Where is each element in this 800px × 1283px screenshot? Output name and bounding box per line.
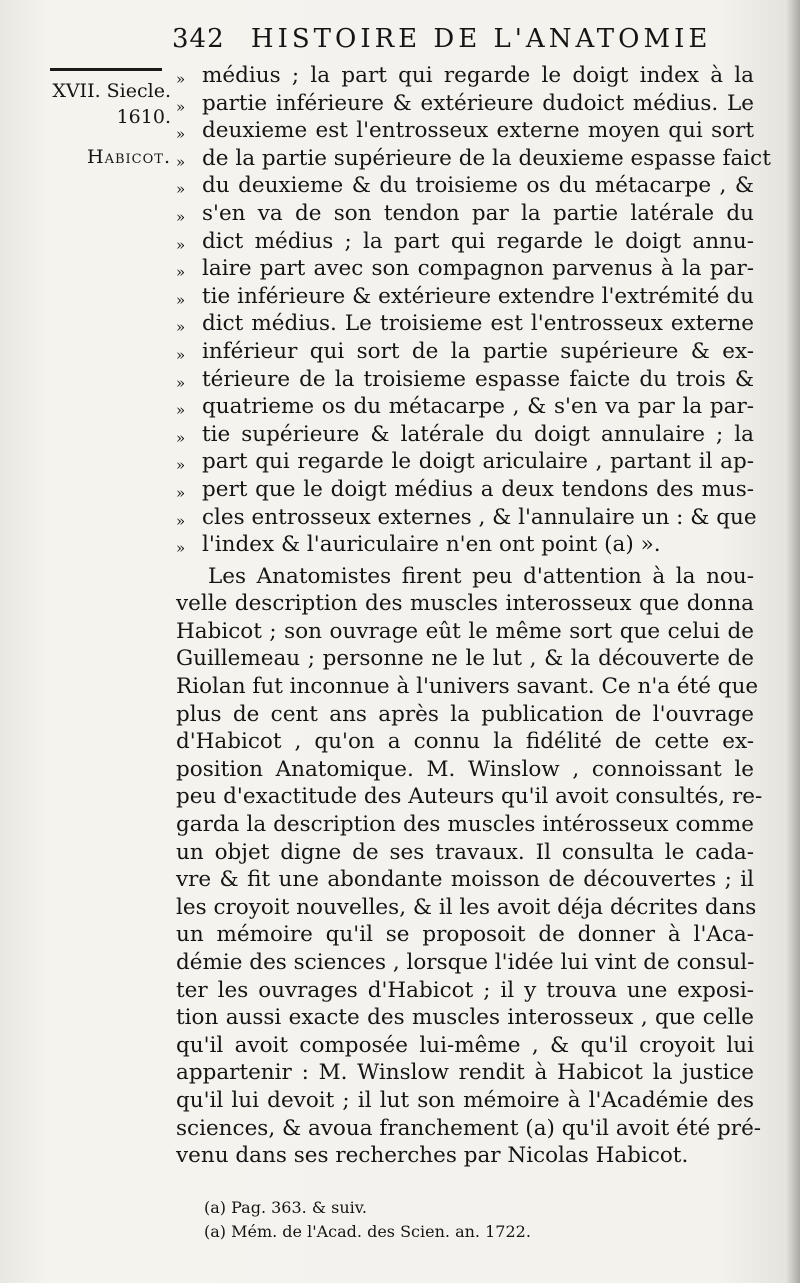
quoted-line-text: dict médius. Le troisieme est l'entrosseux externe: [202, 311, 754, 337]
margin-century: XVII. Siecle.: [52, 80, 171, 102]
quote-mark: »: [176, 483, 186, 502]
quote-mark: »: [176, 152, 186, 171]
quote-mark: »: [176, 345, 186, 364]
quote-mark: »: [176, 318, 186, 337]
page-number: 342: [172, 24, 225, 54]
paragraph-line: plus de cent ans après la publication de l'ouvrage: [176, 701, 754, 727]
quoted-line-text: tie supérieure & latérale du doigt annulaire ; la: [202, 421, 754, 447]
paragraph-line: Les Anatomistes firent peu d'attention à la nou-: [208, 563, 754, 589]
paragraph-line: venu dans ses recherches par Nicolas Habicot.: [176, 1143, 689, 1169]
paragraph-line: Guillemeau ; personne ne le lut , & la découverte de: [176, 646, 754, 672]
paragraph-line: un mémoire qu'il se proposoit de donner à l'Aca-: [176, 922, 754, 948]
quoted-line-text: pert que le doigt médius a deux tendons des mus-: [202, 476, 754, 502]
quoted-line: [176, 448, 754, 476]
quoted-line: [176, 172, 754, 200]
quote-mark: »: [176, 180, 186, 199]
paragraph-line: appartenir : M. Winslow rendit à Habicot la justice: [176, 1060, 754, 1086]
quote-mark: »: [176, 511, 186, 530]
quoted-line-text: laire part avec son compagnon parvenus à la par-: [202, 256, 754, 282]
quote-mark: »: [176, 428, 186, 447]
paragraph-line: sciences, & avoua franchement (a) qu'il avoit été pré-: [176, 1115, 762, 1141]
paragraph-line: qu'il avoit composée lui-même , & qu'il croyoit lui: [176, 1032, 754, 1058]
quoted-line: [176, 255, 754, 283]
paragraph-line: les croyoit nouvelles, & il les avoit déja décrites dans: [176, 894, 757, 920]
margin-rule: [50, 68, 162, 71]
footnote: (a) Pag. 363. & suiv.: [204, 1198, 368, 1217]
quote-mark: »: [176, 70, 186, 88]
paragraph-line: tion aussi exacte des muscles interosseux , que celle: [176, 1005, 754, 1031]
main-paragraph: [176, 563, 763, 1170]
quoted-line: [176, 62, 754, 90]
body-text: [176, 62, 771, 1170]
quote-mark: »: [176, 539, 186, 558]
quote-mark: »: [176, 207, 186, 226]
quoted-line-text: tie inférieure & extérieure extendre l'extrémité du: [202, 283, 754, 309]
quoted-passage: [176, 62, 771, 559]
quoted-line-text: deuxieme est l'entrosseux externe moyen qui sort: [202, 118, 754, 144]
quoted-line: [176, 90, 754, 118]
paragraph-line: qu'il lui devoit ; il lut son mémoire à l'Académie des: [176, 1087, 754, 1113]
quoted-line: [176, 338, 754, 366]
quoted-line-text: térieure de la troisieme espasse faicte du trois &: [202, 366, 754, 392]
quoted-line-text: médius ; la part qui regarde le doigt index à la: [202, 63, 754, 88]
footnotes: [204, 1196, 724, 1244]
quoted-line: [176, 476, 754, 504]
margin-author: Habicot.: [87, 146, 171, 168]
quoted-line: [176, 531, 754, 559]
running-header: [172, 24, 712, 54]
quoted-line-text: part qui regarde le doigt ariculaire , partant il ap-: [202, 449, 754, 475]
quote-mark: »: [176, 373, 186, 392]
quoted-line-text: inférieur qui sort de la partie supérieure & ex-: [202, 338, 754, 364]
quote-mark: »: [176, 456, 186, 475]
quoted-line: [176, 504, 757, 532]
margin-year: 1610.: [116, 106, 171, 128]
quoted-line-text: dict médius ; la part qui regarde le doigt annu-: [202, 228, 754, 254]
quote-mark: »: [176, 263, 186, 282]
paragraph-line: garda la description des muscles intérosseux comme: [176, 812, 754, 838]
quoted-line-text: de la partie supérieure de la deuxieme espasse faict: [202, 145, 771, 171]
paragraph-line: démie des sciences , lorsque l'idée lui vint de consul-: [176, 950, 755, 975]
paragraph-line: velle description des muscles interosseux que donna: [176, 591, 754, 617]
quoted-line-text: l'index & l'auriculaire n'en ont point (a) ».: [202, 532, 661, 558]
quoted-line: [176, 200, 754, 228]
paragraph-line: Habicot ; son ouvrage eût le même sort que celui de: [176, 618, 754, 644]
quote-mark: »: [176, 97, 186, 116]
paragraph-line: vre & fit une abondante moisson de découvertes ; il: [176, 867, 754, 893]
quoted-line-text: s'en va de son tendon par la partie latérale du: [202, 200, 754, 226]
paragraph-line: d'Habicot , qu'on a connu la fidélité de cette ex-: [176, 729, 754, 755]
quoted-line-text: cles entrosseux externes , & l'annulaire un : & que: [202, 504, 757, 530]
quoted-line: [176, 421, 754, 449]
quoted-line: [176, 310, 754, 338]
paragraph-line: position Anatomique. M. Winslow , connoissant le: [176, 756, 754, 782]
paragraph-line: un objet digne de ses travaux. Il consulta le cada-: [176, 839, 754, 865]
quoted-line: [176, 393, 754, 421]
quoted-line: [176, 117, 754, 145]
quoted-line: [176, 366, 754, 394]
page-edge-shadow: [786, 0, 800, 1283]
quote-mark: »: [176, 235, 186, 254]
quoted-line-text: du deuxieme & du troisieme os du métacarpe , &: [202, 173, 754, 199]
quote-mark: »: [176, 290, 186, 309]
running-title: HISTOIRE DE L'ANATOMIE: [250, 24, 712, 54]
quote-mark: »: [176, 125, 186, 144]
paragraph-line: ter les ouvrages d'Habicot ; il y trouva une exposi-: [176, 977, 754, 1003]
paragraph-line: peu d'exactitude des Auteurs qu'il avoit consultés, re-: [176, 784, 763, 810]
quoted-line: [176, 145, 771, 173]
quoted-line: [176, 283, 754, 311]
quoted-line-text: partie inférieure & extérieure dudoict médius. Le: [202, 90, 754, 116]
quote-mark: »: [176, 401, 186, 420]
quoted-line-text: quatrieme os du métacarpe , & s'en va par la par-: [202, 394, 754, 420]
quoted-line: [176, 228, 754, 256]
footnote: (a) Mém. de l'Acad. des Scien. an. 1722.: [204, 1222, 531, 1241]
paragraph-line: Riolan fut inconnue à l'univers savant. Ce n'a été que: [176, 674, 759, 700]
